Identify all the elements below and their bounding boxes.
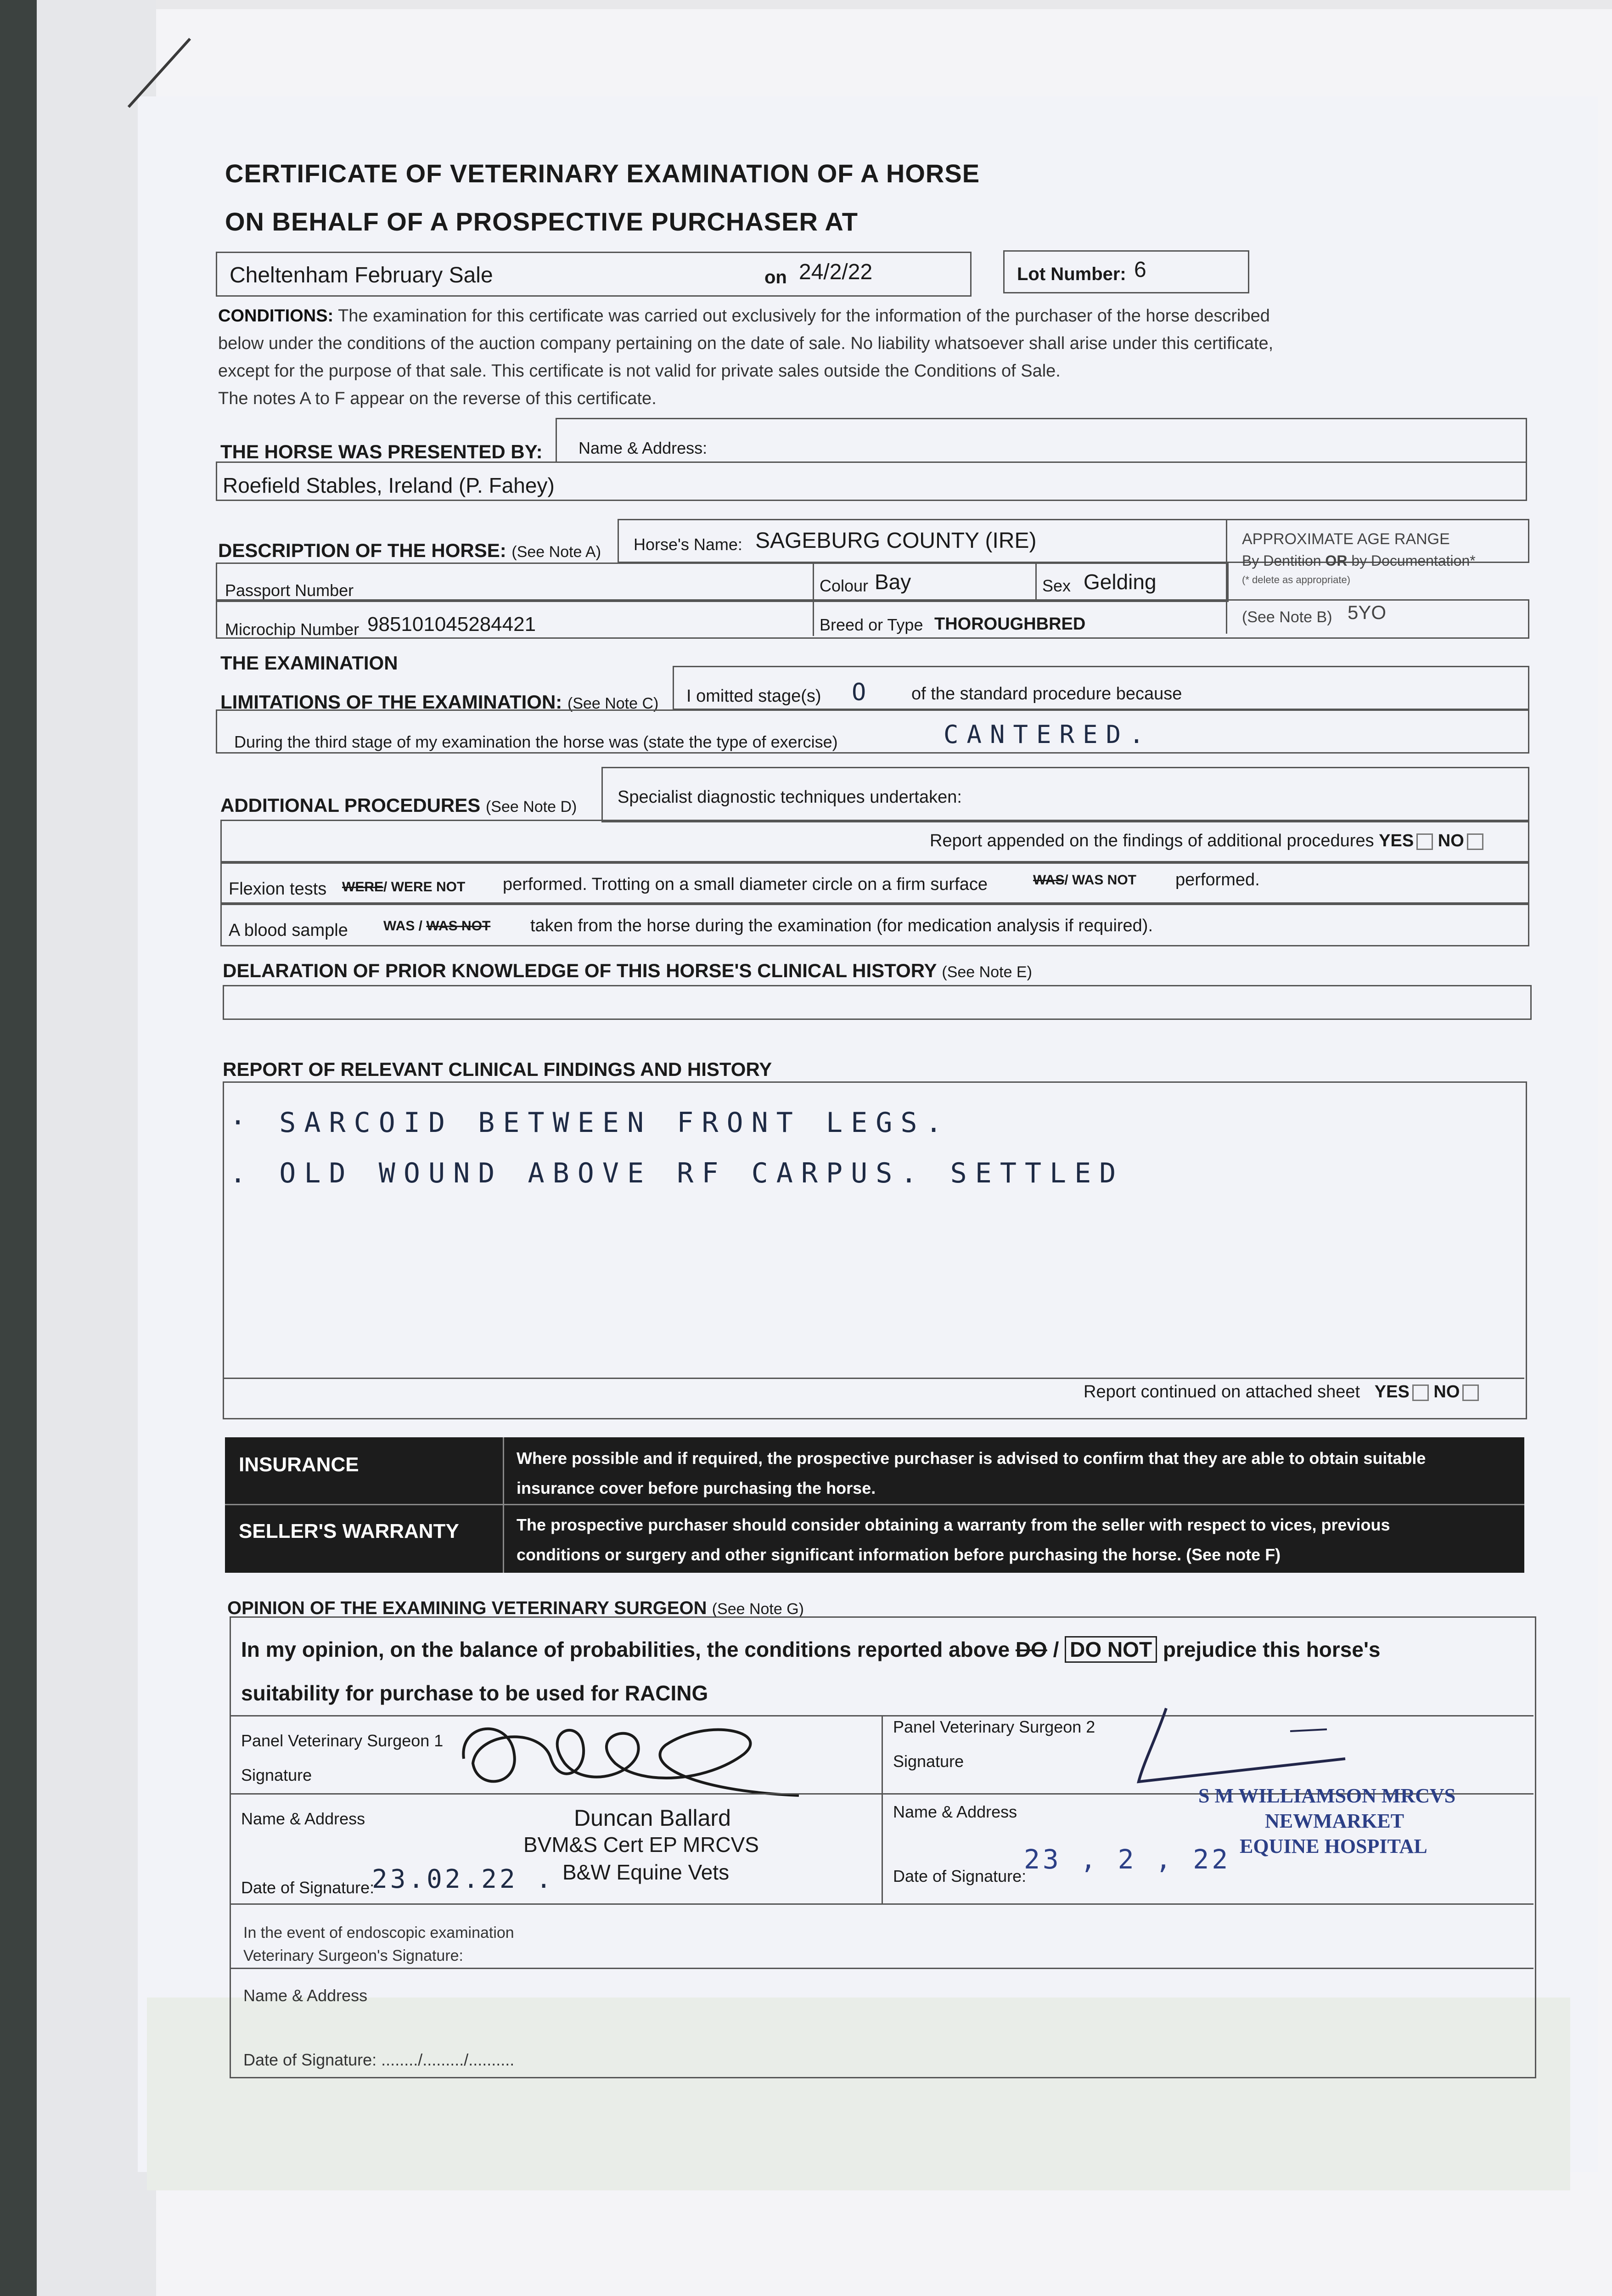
- no-checkbox[interactable]: [1467, 833, 1483, 850]
- horse-name: SAGEBURG COUNTY (IRE): [755, 529, 1037, 553]
- surgeon1-panel-label: Panel Veterinary Surgeon 1: [241, 1731, 444, 1750]
- presented-name-label: Name & Address:: [579, 439, 708, 457]
- warranty-line-2: conditions or surgery and other significant information before purchasing the horse. (See note F): [517, 1545, 1281, 1564]
- findings-continued: [1084, 1382, 1479, 1402]
- findings-no-label: NO: [1433, 1382, 1460, 1401]
- yes-checkbox[interactable]: [1416, 833, 1433, 850]
- findings-yes-label: YES: [1374, 1382, 1410, 1401]
- limitations-label-text: LIMITATIONS OF THE EXAMINATION:: [220, 691, 562, 713]
- limitations-note: (See Note C): [567, 695, 659, 712]
- opinion-do-not: DO NOT: [1065, 1636, 1157, 1663]
- declaration-label: [223, 960, 1032, 982]
- breed-label: Breed or Type: [820, 615, 923, 634]
- report-appended-label: [930, 831, 1483, 851]
- no-label: NO: [1438, 831, 1464, 850]
- trotting-was-not: / WAS NOT: [1064, 872, 1137, 888]
- opinion-text-1: In my opinion, on the balance of probabilities, the conditions reported above: [241, 1638, 1010, 1661]
- surgeon2-signature-label: Signature: [893, 1752, 964, 1771]
- endoscopic-top-rule: [230, 1903, 1533, 1905]
- findings-yes-checkbox[interactable]: [1412, 1384, 1429, 1401]
- description-label-text: DESCRIPTION OF THE HORSE:: [218, 540, 506, 561]
- sale-name: Cheltenham February Sale: [230, 263, 493, 287]
- omitted-value: O: [852, 679, 875, 706]
- blood-after: taken from the horse during the examination (for medication analysis if required).: [530, 916, 1153, 935]
- title-line-1: CERTIFICATE OF VETERINARY EXAMINATION OF A HORSE: [225, 159, 980, 188]
- microchip-value: 985101045284421: [367, 613, 536, 636]
- examination-label: THE EXAMINATION: [220, 652, 398, 674]
- description-note: (See Note A): [511, 543, 601, 561]
- findings-label: REPORT OF RELEVANT CLINICAL FINDINGS AND HISTORY: [223, 1058, 772, 1080]
- declaration-note: (See Note E): [942, 963, 1032, 981]
- opinion-label: [227, 1598, 804, 1619]
- omitted-divider: [673, 666, 674, 707]
- scan-edge-top: [0, 0, 1612, 9]
- presented-value: Roefield Stables, Ireland (P. Fahey): [223, 473, 555, 497]
- opinion-line-2: suitability for purchase to be used for RACING: [241, 1681, 708, 1705]
- breed-value: THOROUGHBRED: [934, 614, 1086, 634]
- sex-value: Gelding: [1084, 570, 1157, 594]
- endoscopic-date-label: Date of Signature: ......../........./..........: [243, 2050, 515, 2069]
- presented-label: THE HORSE WAS PRESENTED BY:: [220, 441, 543, 462]
- flexion-label: Flexion tests: [229, 879, 327, 899]
- endoscopic-line-1: In the event of endoscopic examination: [243, 1924, 514, 1941]
- third-stage-value: CANTERED.: [944, 720, 1152, 749]
- passport-label: Passport Number: [225, 581, 354, 600]
- surgeon1-name: Duncan Ballard: [574, 1805, 731, 1831]
- surgeon2-stamp-line-2: NEWMARKET: [1265, 1810, 1404, 1832]
- insurance-line-2: insurance cover before purchasing the horse.: [517, 1479, 876, 1497]
- omitted-after: of the standard procedure because: [911, 684, 1182, 703]
- age-label-1: APPROXIMATE AGE RANGE: [1242, 530, 1450, 548]
- age-label-2: [1242, 552, 1476, 569]
- title-line-2: ON BEHALF OF A PROSPECTIVE PURCHASER AT: [225, 207, 858, 236]
- opinion-note: (See Note G): [712, 1600, 804, 1618]
- trotting-choice: [1033, 872, 1136, 888]
- additional-label: [220, 794, 577, 816]
- specialist-label: Specialist diagnostic techniques undertaken:: [618, 788, 962, 807]
- conditions-line-1: The examination for this certificate was carried out exclusively for the information of the purchaser of the horse described: [338, 306, 1270, 326]
- age-label-3: (* delete as appropriate): [1242, 574, 1351, 585]
- surgeon1-signature-label: Signature: [241, 1766, 312, 1784]
- additional-label-text: ADDITIONAL PROCEDURES: [220, 794, 481, 816]
- age-by-documentation: by Documentation*: [1351, 552, 1476, 569]
- opinion-label-text: OPINION OF THE EXAMINING VETERINARY SURGEON: [227, 1598, 707, 1618]
- passport-row: [216, 563, 1229, 602]
- flexion-choice: [342, 879, 465, 895]
- findings-continued-text: Report continued on attached sheet: [1084, 1382, 1360, 1401]
- opinion-line-1: [241, 1637, 1380, 1662]
- surgeon-divider: [882, 1715, 883, 1903]
- surgeon2-date-label: Date of Signature:: [893, 1867, 1027, 1885]
- microchip-label: Microchip Number: [225, 620, 359, 639]
- warranty-label: SELLER'S WARRANTY: [239, 1520, 459, 1542]
- endoscopic-line-2: Veterinary Surgeon's Signature:: [243, 1947, 464, 1964]
- trotting-performed: performed.: [1175, 870, 1260, 889]
- flexion-after: performed. Trotting on a small diameter circle on a firm surface: [503, 875, 988, 894]
- blood-was: WAS /: [383, 918, 423, 934]
- surgeon1-signature: [450, 1704, 808, 1800]
- surgeon1-date: 23.02.22 .: [372, 1864, 555, 1894]
- insurance-label: INSURANCE: [239, 1453, 359, 1476]
- lot-label: Lot Number:: [1017, 264, 1126, 284]
- colour-label: Colour: [820, 576, 869, 595]
- conditions-line-3: except for the purpose of that sale. This certificate is not valid for private sales outside the Conditions of Sale.: [218, 361, 1061, 381]
- insurance-line-1: Where possible and if required, the prospective purchaser is advised to confirm that they are able to obtain suitable: [517, 1449, 1426, 1468]
- flexion-were: WERE: [342, 879, 383, 895]
- endoscopic-name-label: Name & Address: [243, 1986, 368, 2005]
- surgeon1-date-label: Date of Signature:: [241, 1878, 375, 1897]
- findings-divider: [223, 1378, 1524, 1379]
- surgeon2-stamp-line-1: S M WILLIAMSON MRCVS: [1198, 1784, 1456, 1807]
- age-note: (See Note B): [1242, 608, 1332, 626]
- findings-no-checkbox[interactable]: [1462, 1384, 1479, 1401]
- report-appended-text: Report appended on the findings of additional procedures: [930, 831, 1374, 850]
- lot-number: 6: [1134, 258, 1146, 282]
- sale-on-label: on: [764, 267, 787, 287]
- conditions-label: CONDITIONS:: [218, 306, 334, 326]
- surgeon1-quals: BVM&S Cert EP MRCVS: [523, 1833, 759, 1857]
- age-value: 5YO: [1348, 602, 1387, 623]
- advice-band-divider: [225, 1504, 1524, 1505]
- age-or: OR: [1325, 552, 1348, 569]
- blood-choice: [383, 918, 490, 934]
- opinion-do: DO: [1015, 1638, 1047, 1661]
- declaration-box: [223, 985, 1532, 1020]
- surgeon2-date: 23 , 2 , 22: [1024, 1844, 1231, 1875]
- blood-label: A blood sample: [229, 921, 348, 940]
- surgeon1-name-label: Name & Address: [241, 1809, 365, 1828]
- surgeon2-name-label: Name & Address: [893, 1802, 1017, 1821]
- sex-divider: [1035, 563, 1037, 599]
- surgeon2-stamp-line-3: EQUINE HOSPITAL: [1240, 1835, 1427, 1857]
- third-stage-label: During the third stage of my examination the horse was (state the type of exercise): [234, 732, 838, 751]
- scan-edge-left: [0, 0, 37, 2296]
- warranty-line-1: The prospective purchaser should consider obtaining a warranty from the seller with respect to vices, previous: [517, 1515, 1390, 1534]
- conditions-line-4: The notes A to F appear on the reverse of this certificate.: [218, 389, 657, 408]
- yes-label: YES: [1379, 831, 1414, 850]
- opinion-slash: /: [1053, 1638, 1059, 1661]
- endoscopic-rule: [230, 1968, 1533, 1969]
- findings-line-2: . OLD WOUND ABOVE RF CARPUS. SETTLED: [230, 1157, 1124, 1189]
- opinion-text-2: prejudice this horse's: [1163, 1638, 1381, 1661]
- description-label: [218, 540, 601, 562]
- blood-was-not: WAS NOT: [426, 918, 491, 934]
- horse-name-label: Horse's Name:: [634, 535, 742, 554]
- conditions-text: [218, 302, 1476, 412]
- advice-band-vdivider: [503, 1437, 504, 1573]
- sale-date: 24/2/22: [799, 260, 873, 284]
- surgeon1-practice: B&W Equine Vets: [562, 1860, 730, 1884]
- omitted-label: I omitted stage(s): [686, 687, 821, 706]
- colour-value: Bay: [875, 570, 911, 594]
- findings-line-1: · SARCOID BETWEEN FRONT LEGS.: [230, 1107, 950, 1139]
- flexion-were-not: / WERE NOT: [383, 879, 466, 895]
- surgeon2-panel-label: Panel Veterinary Surgeon 2: [893, 1717, 1095, 1736]
- sex-label: Sex: [1042, 576, 1071, 595]
- additional-note: (See Note D): [485, 798, 577, 816]
- age-by-dentition: By Dentition: [1242, 552, 1321, 569]
- conditions-line-2: below under the conditions of the auction company pertaining on the date of sale. No liability whatsoever shall arise under this certificate,: [218, 334, 1274, 353]
- surgeon2-signature: [1125, 1699, 1364, 1791]
- declaration-label-text: DELARATION OF PRIOR KNOWLEDGE OF THIS HORSE'S CLINICAL HISTORY: [223, 960, 937, 981]
- trotting-was: WAS: [1033, 872, 1065, 888]
